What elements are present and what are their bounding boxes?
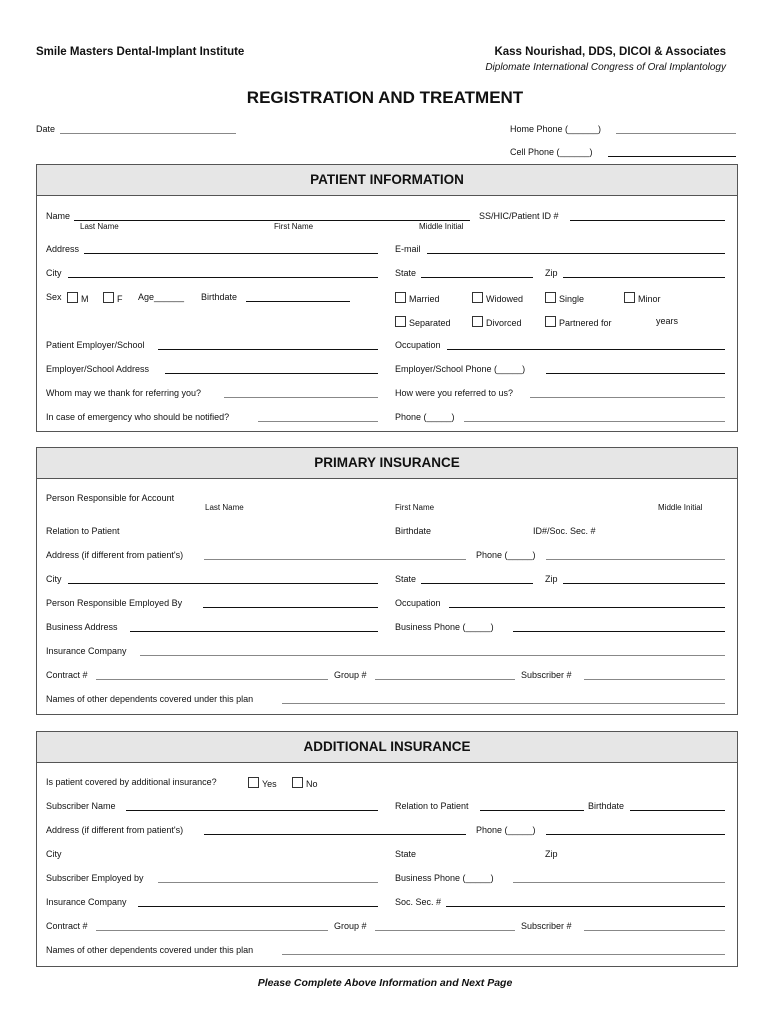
section-heading: PATIENT INFORMATION [37,165,737,196]
employed-by-label: Subscriber Employed by [46,873,144,883]
email-field[interactable] [427,253,725,254]
business-phone-label: Business Phone (_____) [395,873,494,883]
employer-phone-field[interactable] [546,373,725,374]
sex-female-option[interactable] [103,292,123,304]
married-label: Married [409,294,440,304]
referrer-field[interactable] [224,397,378,398]
footer-note: Please Complete Above Information and Next Page [257,977,513,989]
sex-label: Sex [46,292,62,302]
state-field[interactable] [421,277,533,278]
minor-option[interactable] [624,292,661,304]
birthdate-label: Birthdate [395,526,432,536]
widowed-label: Widowed [486,294,524,304]
single-option[interactable] [545,292,584,304]
married-option[interactable] [395,292,440,304]
contract-field[interactable] [96,679,328,680]
employer-phone-label: Employer/School Phone (_____) [395,364,526,374]
occupation-label: Occupation [395,340,441,350]
partnered-label: Partnered for [559,318,612,328]
responsible-label: Person Responsible for Account [46,493,175,503]
divorced-option[interactable] [472,316,522,328]
first-name-label: First Name [274,222,314,231]
male-label: M [81,294,89,304]
subscriber-label: Subscriber # [521,921,572,931]
last-name-label: Last Name [80,222,119,231]
occupation-label: Occupation [395,598,441,608]
emergency-phone-label: Phone (_____) [395,412,455,422]
covered-yes-option[interactable] [248,777,277,789]
dependents-label: Names of other dependents covered under this plan [46,694,254,704]
emergency-phone-field[interactable] [464,421,725,422]
contract-label: Contract # [46,921,88,931]
employed-by-field[interactable] [158,882,378,883]
email-label: E-mail [395,244,421,254]
business-phone-field[interactable] [513,882,725,883]
employed-by-label: Person Responsible Employed By [46,598,183,608]
patient-id-field[interactable] [570,220,725,221]
referrer-label: Whom may we thank for referring you? [46,388,202,398]
state-label: State [395,268,417,278]
contract-field[interactable] [96,930,328,931]
soc-sec-field[interactable] [446,906,725,907]
birthdate-label: Birthdate [588,801,625,811]
phone-label: Phone (_____) [476,550,536,560]
address-field[interactable] [204,559,466,560]
checkbox-icon [395,292,406,303]
employer-field[interactable] [158,349,378,350]
referred-how-label: How were you referred to us? [395,388,514,398]
subscriber-label: Subscriber # [521,670,572,680]
address-label: Address (if different from patient's) [46,550,184,560]
dependents-label: Names of other dependents covered under this plan [46,945,254,955]
primary-insurance-section [36,447,738,715]
business-address-field[interactable] [130,631,378,632]
zip-label: Zip [545,268,558,278]
divorced-label: Divorced [486,318,522,328]
home-phone-label: Home Phone (______) [510,124,602,134]
zip-field[interactable] [563,277,725,278]
dependents-field[interactable] [282,703,725,704]
page-title: REGISTRATION AND TREATMENT [246,88,524,107]
checkbox-icon [624,292,635,303]
first-name-label: First Name [395,503,435,512]
checkbox-icon [472,316,483,327]
address-label: Address [46,244,80,254]
group-label: Group # [334,921,367,931]
date-label: Date [36,124,56,134]
employed-by-field[interactable] [203,607,378,608]
occupation-field[interactable] [447,349,725,350]
address-label: Address (if different from patient's) [46,825,184,835]
covered-question: Is patient covered by additional insurance? [46,777,217,787]
additional-insurance-section [36,731,738,967]
zip-label: Zip [545,574,558,584]
business-phone-label: Business Phone (_____) [395,622,494,632]
birthdate-field[interactable] [630,810,725,811]
soc-sec-label: Soc. Sec. # [395,897,442,907]
age-field[interactable]: Age______ [138,292,185,302]
address-field[interactable] [84,253,378,254]
doctor-name: Kass Nourishad, DDS, DICOI & Associates [494,46,726,58]
date-field[interactable] [60,133,236,134]
checkbox-icon [545,316,556,327]
city-field[interactable] [68,277,378,278]
sex-male-option[interactable] [67,292,89,304]
checkbox-icon [545,292,556,303]
city-label: City [46,268,62,278]
no-label: No [306,779,318,789]
middle-initial-label: Middle Initial [419,222,464,231]
checkbox-icon [248,777,259,788]
phone-label: Phone (_____) [476,825,536,835]
subscriber-name-field[interactable] [126,810,378,811]
subscriber-field[interactable] [584,679,725,680]
employer-label: Patient Employer/School [46,340,145,350]
state-label: State [395,849,417,859]
minor-label: Minor [638,294,661,304]
business-address-label: Business Address [46,622,118,632]
female-label: F [117,294,123,304]
separated-label: Separated [409,318,451,328]
birthdate-label: Birthdate [201,292,238,302]
city-field[interactable] [68,583,378,584]
group-field[interactable] [375,930,515,931]
section-heading: ADDITIONAL INSURANCE [37,732,737,763]
single-label: Single [559,294,585,304]
relation-label: Relation to Patient [395,801,469,811]
group-label: Group # [334,670,367,680]
section-heading: PRIMARY INSURANCE [37,448,737,479]
checkbox-icon [472,292,483,303]
emergency-label: In case of emergency who should be notified? [46,412,230,422]
city-label: City [46,849,62,859]
subscriber-name-label: Subscriber Name [46,801,116,811]
subscriber-field[interactable] [584,930,725,931]
occupation-field[interactable] [449,607,725,608]
insurance-company-field[interactable] [140,655,725,656]
checkbox-icon [292,777,303,788]
zip-label: Zip [545,849,558,859]
birthdate-field[interactable] [246,301,350,302]
yes-label: Yes [262,779,277,789]
cell-phone-label: Cell Phone (______) [510,147,593,157]
middle-initial-label: Middle Initial [658,503,703,512]
business-phone-field[interactable] [513,631,725,632]
practice-name: Smile Masters Dental-Implant Institute [36,46,245,58]
relation-field[interactable] [480,810,584,811]
phone-field[interactable] [546,834,725,835]
last-name-label: Last Name [205,503,244,512]
address-field[interactable] [204,834,466,835]
state-field[interactable] [421,583,533,584]
city-label: City [46,574,62,584]
cell-phone-field[interactable] [608,156,736,157]
home-phone-field[interactable] [616,133,736,134]
years-label: years [656,316,679,326]
checkbox-icon [103,292,114,303]
zip-field[interactable] [563,583,725,584]
dependents-field[interactable] [282,954,725,955]
contract-label: Contract # [46,670,88,680]
insurance-company-field[interactable] [138,906,378,907]
relation-label: Relation to Patient [46,526,120,536]
insurance-company-label: Insurance Company [46,897,127,907]
insurance-company-label: Insurance Company [46,646,127,656]
patient-id-label: SS/HIC/Patient ID # [479,211,559,221]
separated-option[interactable] [395,316,451,328]
emergency-field[interactable] [258,421,378,422]
group-field[interactable] [375,679,515,680]
covered-no-option[interactable] [292,777,318,789]
name-field[interactable] [74,220,470,221]
id-label: ID#/Soc. Sec. # [533,526,596,536]
employer-address-field[interactable] [165,373,378,374]
checkbox-icon [395,316,406,327]
partnered-option[interactable] [545,316,612,328]
employer-address-label: Employer/School Address [46,364,150,374]
state-label: State [395,574,417,584]
checkbox-icon [67,292,78,303]
name-label: Name [46,211,71,221]
widowed-option[interactable] [472,292,523,304]
phone-field[interactable] [546,559,725,560]
referred-how-field[interactable] [530,397,725,398]
doctor-credential: Diplomate International Congress of Oral Implantology [485,62,726,73]
